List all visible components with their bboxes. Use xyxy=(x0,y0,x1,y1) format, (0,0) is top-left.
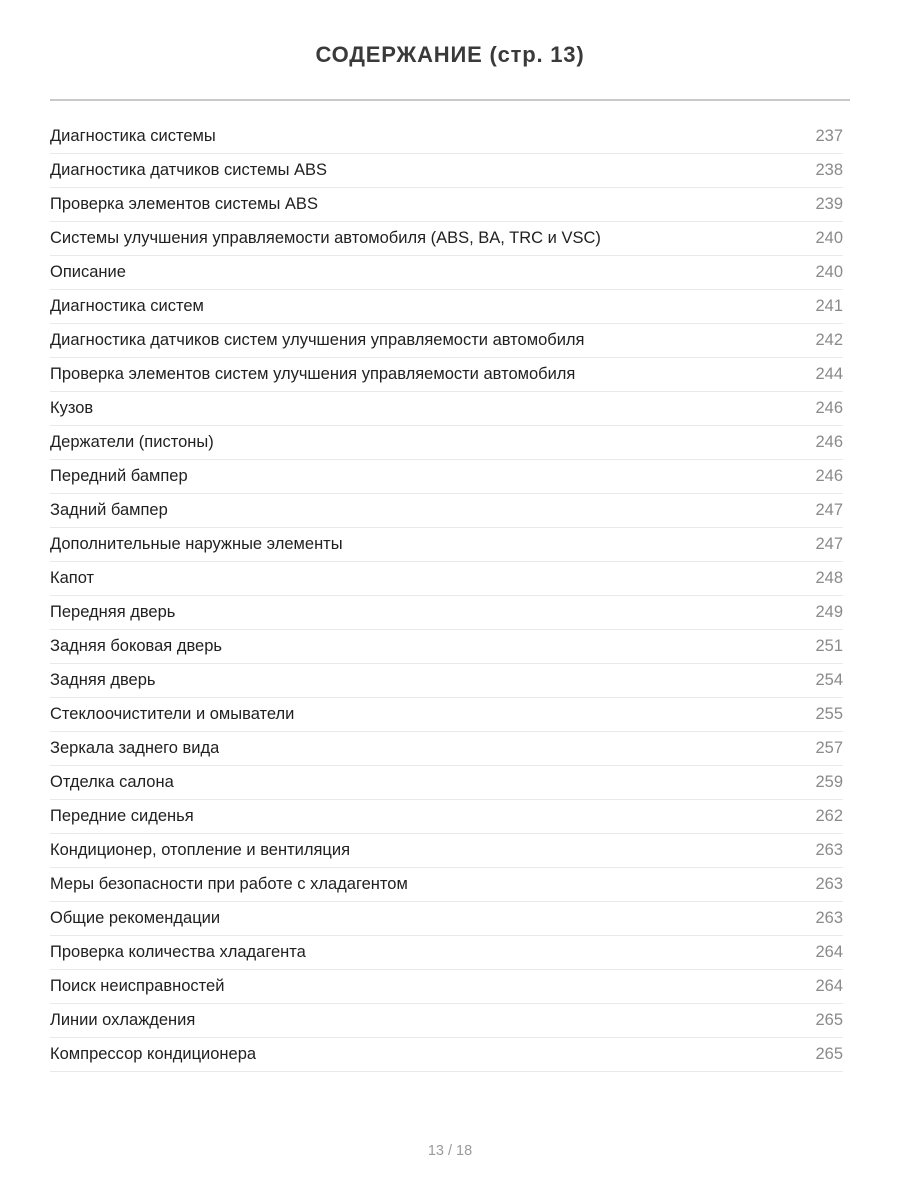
toc-entry-page-number: 240 xyxy=(815,263,843,281)
toc-row xyxy=(50,528,843,562)
toc-row xyxy=(50,630,843,664)
page-indicator: 13 / 18 xyxy=(427,1143,473,1159)
toc-entry-label: Меры безопасности при работе с хладагентом xyxy=(50,875,408,893)
toc-row xyxy=(50,1004,843,1038)
toc-row xyxy=(50,970,843,1004)
toc-entry-label: Задняя боковая дверь xyxy=(50,637,222,655)
toc-entry-label: Дополнительные наружные элементы xyxy=(50,535,343,553)
toc-row xyxy=(50,426,843,460)
toc-entry-page-number: 265 xyxy=(815,1011,843,1029)
toc-row xyxy=(50,188,843,222)
toc-row xyxy=(50,664,843,698)
toc-row xyxy=(50,324,843,358)
toc-entry-label: Диагностика датчиков систем улучшения управляемости автомобиля xyxy=(50,331,585,349)
toc-row xyxy=(50,596,843,630)
toc-entry-label: Компрессор кондиционера xyxy=(50,1045,257,1063)
toc-entry-label: Передние сиденья xyxy=(50,807,194,825)
toc-row xyxy=(50,732,843,766)
toc-entry-page-number: 251 xyxy=(815,637,843,655)
toc-entry-label: Кондиционер, отопление и вентиляция xyxy=(50,841,351,859)
toc-row xyxy=(50,154,843,188)
toc-entry-page-number: 246 xyxy=(815,467,843,485)
page-title: СОДЕРЖАНИЕ (стр. 13) xyxy=(315,42,585,67)
toc-row xyxy=(50,460,843,494)
toc-entry-page-number: 237 xyxy=(815,127,843,145)
toc-entry-page-number: 244 xyxy=(815,365,843,383)
toc-entry-label: Диагностика системы xyxy=(50,127,216,145)
toc-entry-page-number: 255 xyxy=(815,705,843,723)
title-divider xyxy=(50,99,850,101)
toc-entry-label: Диагностика систем xyxy=(50,297,204,315)
toc-entry-label: Передняя дверь xyxy=(50,603,176,621)
toc-entry-label: Стеклоочистители и омыватели xyxy=(50,705,295,723)
toc-row xyxy=(50,868,843,902)
toc-row xyxy=(50,834,843,868)
toc-row xyxy=(50,392,843,426)
toc-entry-page-number: 262 xyxy=(815,807,843,825)
toc-entry-label: Проверка элементов системы ABS xyxy=(50,195,318,213)
toc-entry-page-number: 263 xyxy=(815,909,843,927)
toc-row xyxy=(50,1038,843,1072)
toc-row xyxy=(50,494,843,528)
toc-row xyxy=(50,222,843,256)
toc-row xyxy=(50,562,843,596)
toc-entry-page-number: 259 xyxy=(815,773,843,791)
toc-entry-label: Передний бампер xyxy=(50,467,188,485)
toc-row xyxy=(50,936,843,970)
toc-row xyxy=(50,358,843,392)
toc-entry-page-number: 246 xyxy=(815,399,843,417)
toc-entry-page-number: 247 xyxy=(815,535,843,553)
toc-entry-label: Проверка элементов систем улучшения управляемости автомобиля xyxy=(50,365,576,383)
toc-entry-label: Зеркала заднего вида xyxy=(50,739,220,757)
toc-entry-label: Кузов xyxy=(50,399,94,417)
toc-entry-page-number: 263 xyxy=(815,841,843,859)
toc-entry-page-number: 254 xyxy=(815,671,843,689)
toc-entry-page-number: 248 xyxy=(815,569,843,587)
toc-entry-label: Диагностика датчиков системы ABS xyxy=(50,161,328,179)
toc-entry-label: Держатели (пистоны) xyxy=(50,433,214,451)
toc-entry-label: Отделка салона xyxy=(50,773,174,791)
toc-row xyxy=(50,256,843,290)
toc-entry-label: Линии охлаждения xyxy=(50,1011,196,1029)
toc-row xyxy=(50,698,843,732)
toc-row xyxy=(50,902,843,936)
toc-entry-page-number: 265 xyxy=(815,1045,843,1063)
toc-entry-label: Общие рекомендации xyxy=(50,909,221,927)
toc-entry-page-number: 264 xyxy=(815,943,843,961)
toc-entry-label: Задняя дверь xyxy=(50,671,156,689)
toc-entry-page-number: 263 xyxy=(815,875,843,893)
toc-entry-page-number: 240 xyxy=(815,229,843,247)
toc-row xyxy=(50,800,843,834)
toc-entry-label: Задний бампер xyxy=(50,501,168,519)
toc-row xyxy=(50,766,843,800)
toc-row xyxy=(50,290,843,324)
toc-entry-label: Проверка количества хладагента xyxy=(50,943,306,961)
toc-entry-page-number: 257 xyxy=(815,739,843,757)
toc-entry-page-number: 249 xyxy=(815,603,843,621)
toc-entry-page-number: 246 xyxy=(815,433,843,451)
toc-entry-label: Описание xyxy=(50,263,126,281)
toc-row xyxy=(50,120,843,154)
toc-entry-page-number: 241 xyxy=(815,297,843,315)
toc-entry-page-number: 238 xyxy=(815,161,843,179)
toc-entry-label: Поиск неисправностей xyxy=(50,977,225,995)
toc-entry-page-number: 239 xyxy=(815,195,843,213)
toc-entry-page-number: 247 xyxy=(815,501,843,519)
toc-entry-page-number: 264 xyxy=(815,977,843,995)
toc-entry-label: Системы улучшения управляемости автомобиля (ABS, BA, TRC и VSC) xyxy=(50,229,601,247)
toc-entry-page-number: 242 xyxy=(815,331,843,349)
toc-list xyxy=(50,120,843,1072)
toc-entry-label: Капот xyxy=(50,569,95,587)
